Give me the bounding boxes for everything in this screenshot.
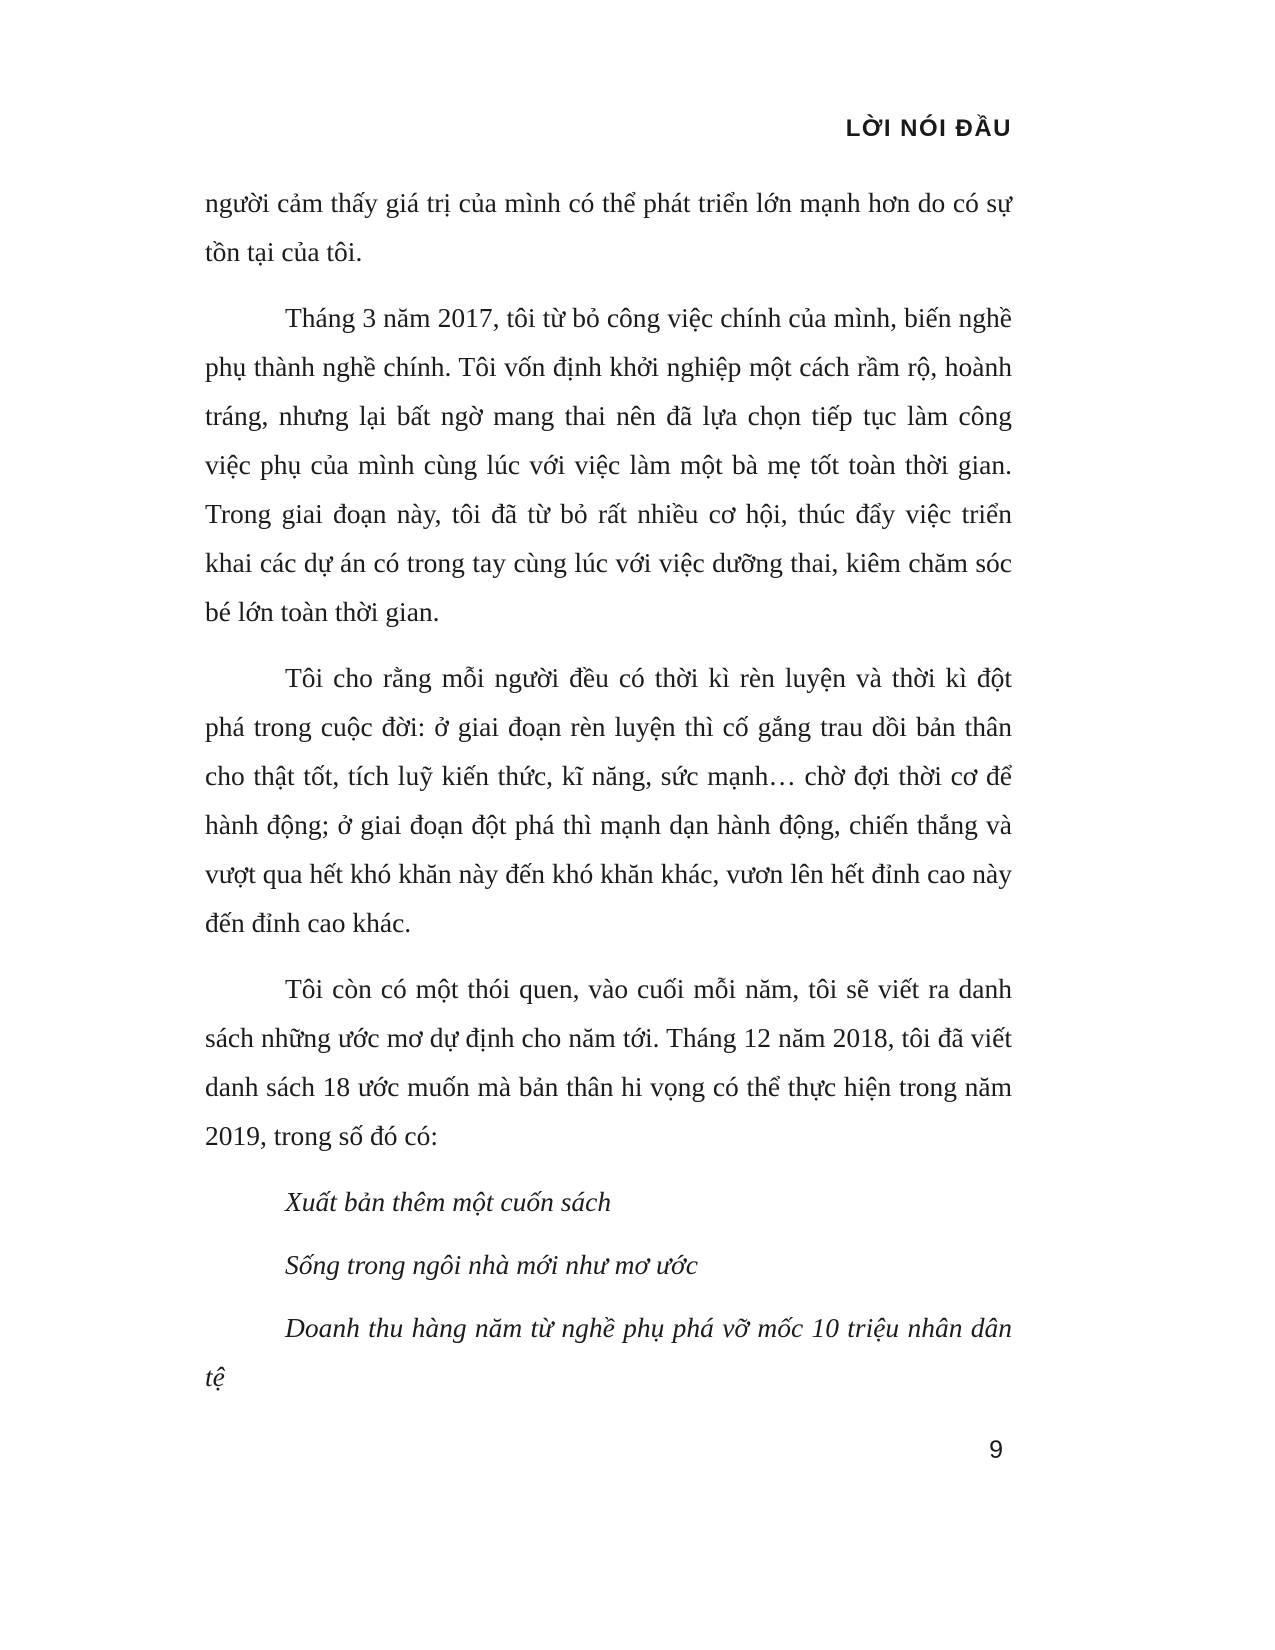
wish-item: Xuất bản thêm một cuốn sách xyxy=(285,1186,612,1217)
wish-item: Sống trong ngôi nhà mới như mơ ước xyxy=(285,1249,698,1280)
wish-item: Doanh thu hàng năm từ nghề phụ phá vỡ mốc 10 triệu nhân dân tệ xyxy=(205,1312,1012,1392)
paragraph: người cảm thấy giá trị của mình có thể phát triển lớn mạnh hơn do có sự tồn tại của tôi. xyxy=(205,187,1012,267)
chapter-header: LỜI NÓI ĐẦU xyxy=(845,115,1012,142)
paragraph: Tôi còn có một thói quen, vào cuối mỗi năm, tôi sẽ viết ra danh sách những ước mơ dự định cho năm tới. Tháng 12 năm 2018, tôi đã viết danh sách 18 ước muốn mà bản thân hi vọng có thể thực hiện trong năm 2019, trong số đó có: xyxy=(205,973,1012,1151)
page-body xyxy=(205,178,1012,1415)
paragraph: Tháng 3 năm 2017, tôi từ bỏ công việc chính của mình, biến nghề phụ thành nghề chính. Tôi vốn định khởi nghiệp một cách rầm rộ, hoành tráng, nhưng lại bất ngờ mang thai nên đã lựa chọn tiếp tục làm công việc phụ của mình cùng lúc với việc làm một bà mẹ tốt toàn thời gian. Trong giai đoạn này, tôi đã từ bỏ rất nhiều cơ hội, thúc đẩy việc triển khai các dự án có trong tay cùng lúc với việc dưỡng thai, kiêm chăm sóc bé lớn toàn thời gian. xyxy=(205,302,1012,627)
page-number: 9 xyxy=(989,1436,1003,1464)
paragraph: Tôi cho rằng mỗi người đều có thời kì rèn luyện và thời kì đột phá trong cuộc đời: ở giai đoạn rèn luyện thì cố gắng trau dồi bản thân cho thật tốt, tích luỹ kiến thức, kĩ năng, sức mạnh… chờ đợi thời cơ để hành động; ở giai đoạn đột phá thì mạnh dạn hành động, chiến thắng và vượt qua hết khó khăn này đến khó khăn khác, vươn lên hết đỉnh cao này đến đỉnh cao khác. xyxy=(205,662,1012,938)
